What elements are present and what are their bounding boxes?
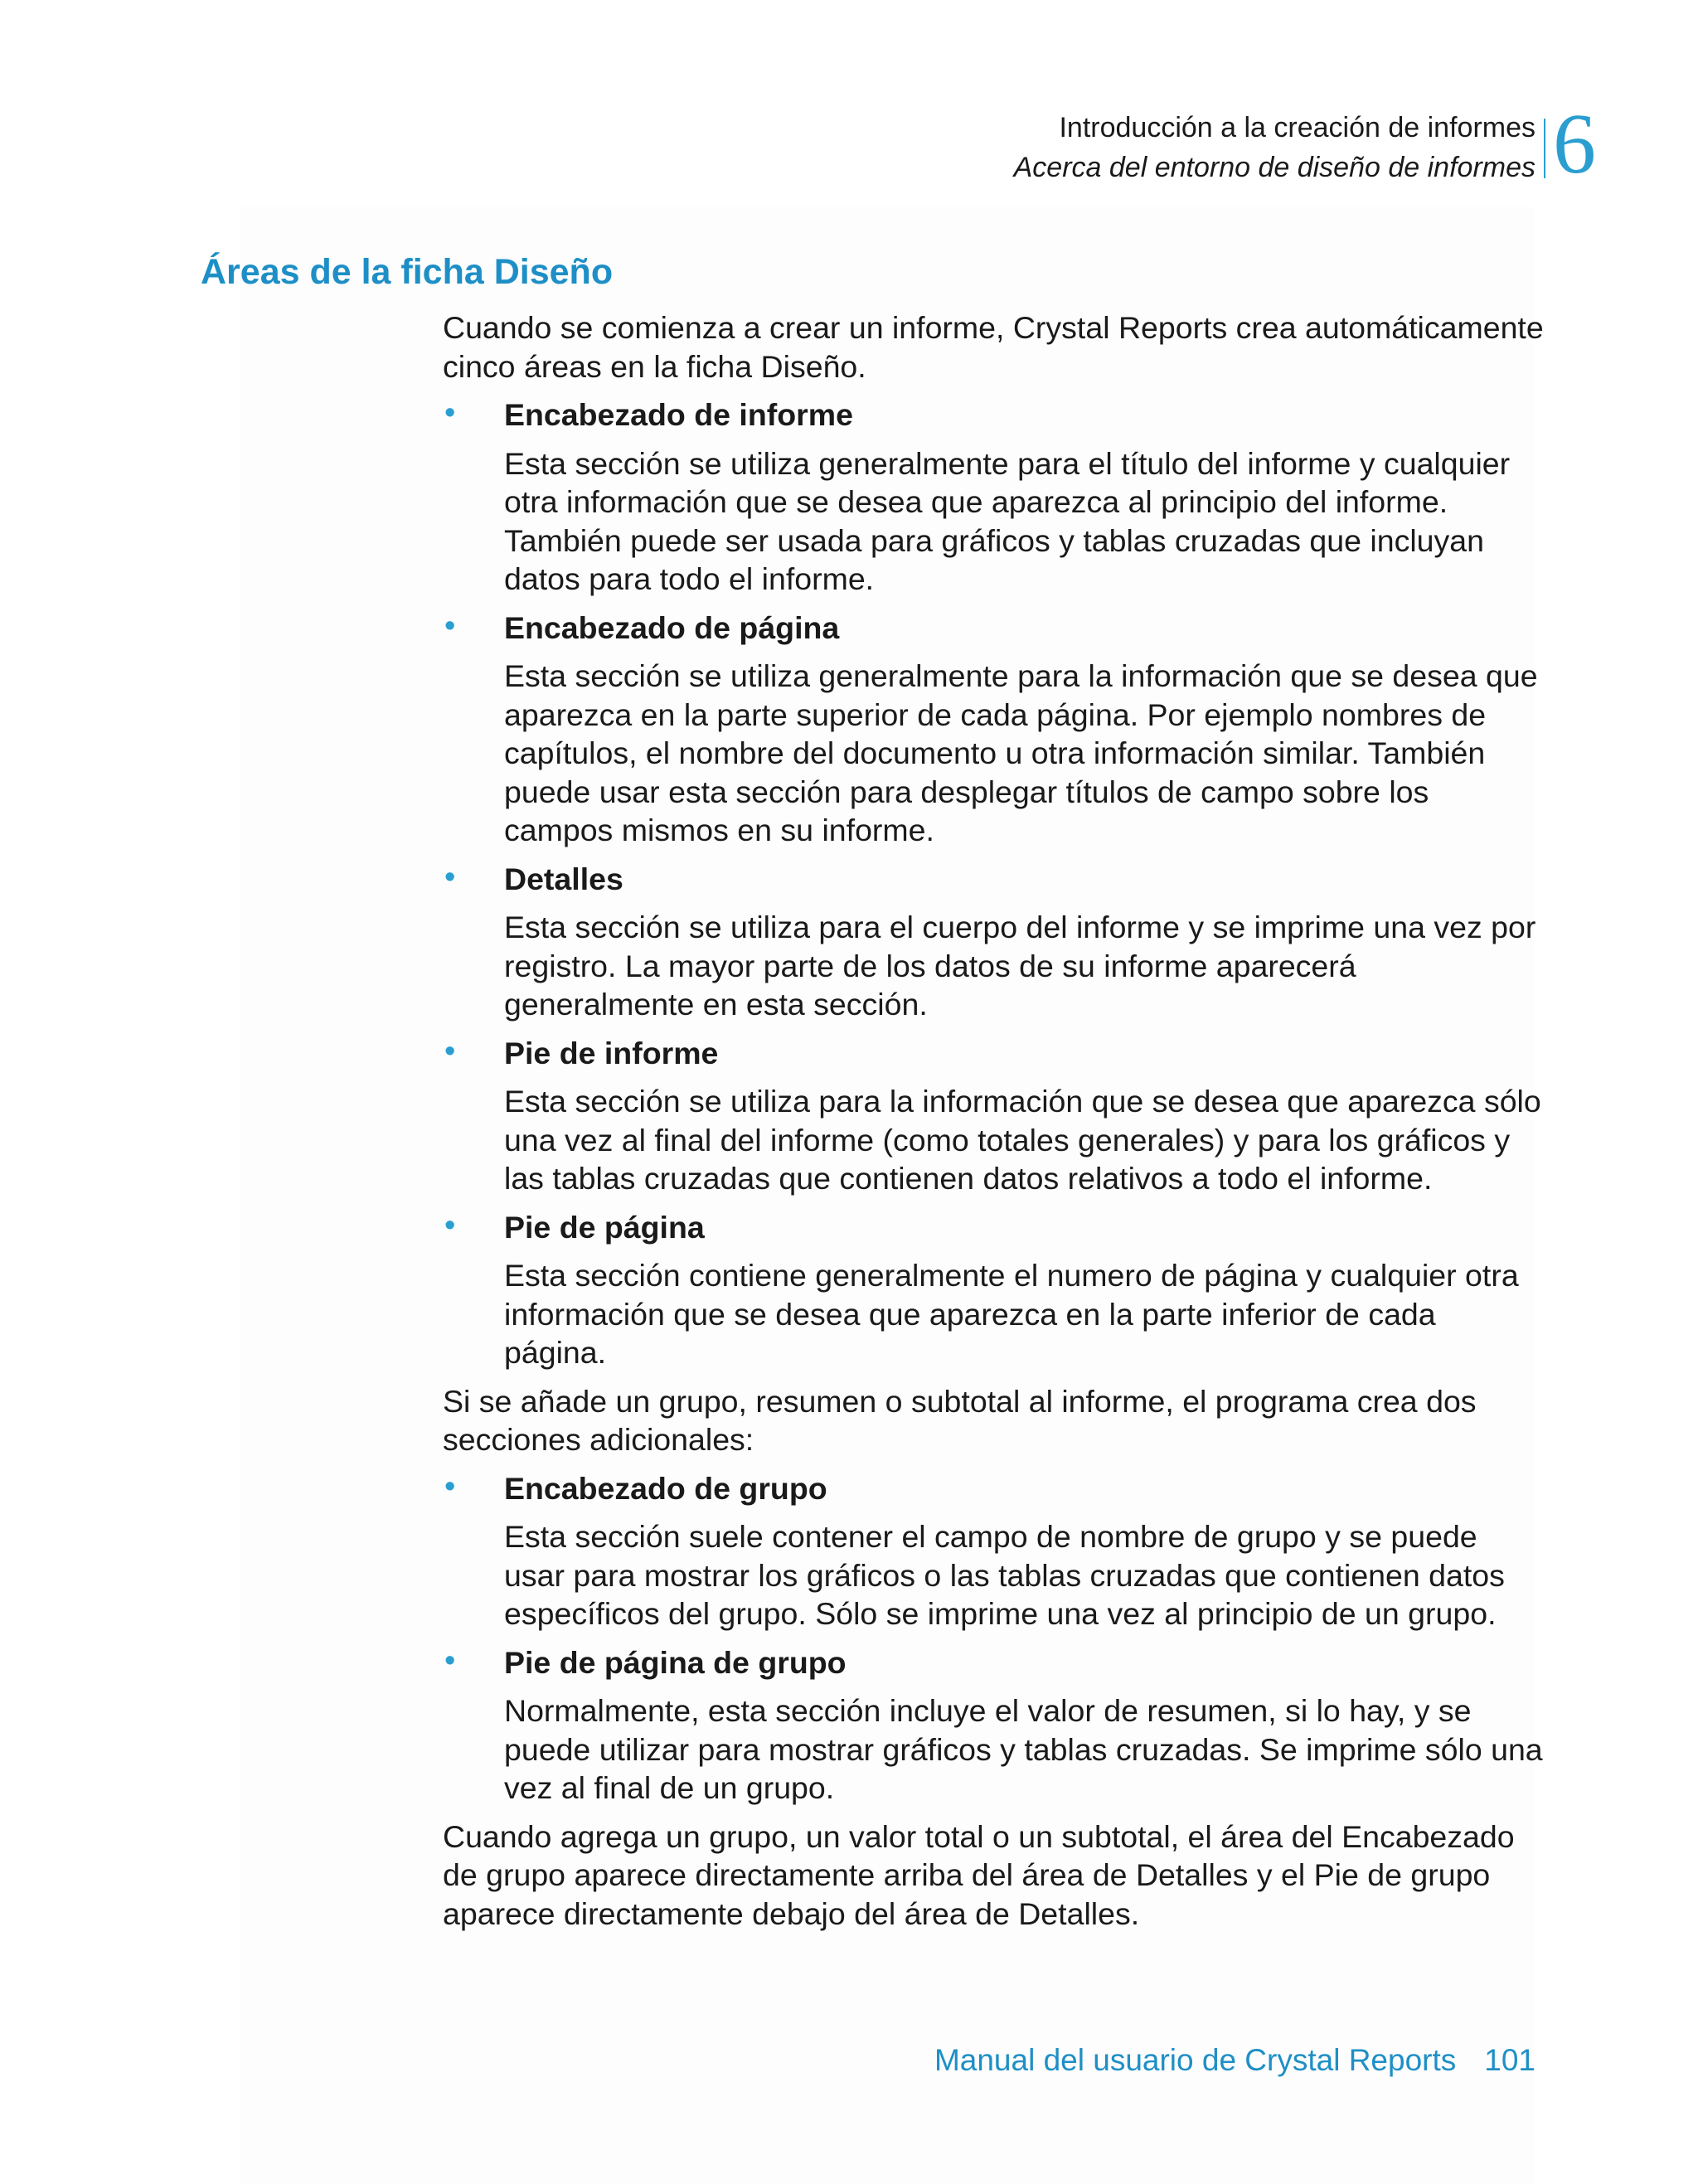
area-term: Encabezado de grupo	[504, 1470, 827, 1506]
body-content	[443, 308, 1545, 1943]
area-term: Pie de página	[504, 1209, 705, 1245]
chapter-number: 6	[1553, 96, 1596, 192]
bullet-icon: •	[444, 1643, 456, 1678]
area-description: Esta sección contiene generalmente el numero de página y cualquier otra información que se desea que aparezca en la parte inferior de cada página.	[504, 1258, 1519, 1370]
area-term: Encabezado de informe	[504, 397, 853, 432]
list-item	[443, 1469, 1545, 1633]
section-heading: Áreas de la ficha Diseño	[201, 252, 614, 292]
bullet-icon: •	[444, 396, 456, 430]
area-description: Esta sección se utiliza para el cuerpo del informe y se imprime una vez por registro. La mayor parte de los datos de su informe aparecerá generalmente en esta sección.	[504, 910, 1536, 1022]
page-number: 101	[1484, 2043, 1535, 2077]
area-term: Detalles	[504, 861, 623, 896]
area-description: Normalmente, esta sección incluye el valor de resumen, si lo hay, y se puede utilizar para mostrar gráficos y tablas cruzadas. Se imprime sólo una vez al final de un grupo.	[504, 1693, 1543, 1805]
list-item	[443, 1643, 1545, 1808]
group-areas-list	[443, 1469, 1545, 1808]
list-item	[443, 860, 1545, 1024]
closing-paragraph: Cuando agrega un grupo, un valor total o un subtotal, el área del Encabezado de grupo aparece directamente arriba del área de Detalles y el Pie de grupo aparece directamente debajo del área de Detalles.	[443, 1818, 1515, 1931]
bullet-icon: •	[444, 608, 456, 643]
list-item	[443, 396, 1545, 599]
area-term: Pie de página de grupo	[504, 1644, 847, 1680]
manual-title: Manual del usuario de Crystal Reports	[934, 2043, 1457, 2077]
area-description: Esta sección se utiliza para la información que se desea que aparezca sólo una vez al final del informe (como totales generales) y para los gráficos y las tablas cruzadas que contienen datos relativos a todo el informe.	[504, 1084, 1541, 1196]
intro-paragraph: Cuando se comienza a crear un informe, Crystal Reports crea automáticamente cinco áreas en la ficha Diseño.	[443, 310, 1544, 384]
list-item	[443, 1208, 1545, 1372]
area-description: Esta sección se utiliza generalmente para la información que se desea que aparezca en la parte superior de cada página. Por ejemplo nombres de capítulos, el nombre del documento u otra información similar. También puede usar esta sección para desplegar títulos de campo sobre los campos mismos en su informe.	[504, 658, 1538, 847]
header-divider	[1544, 119, 1545, 178]
running-section-title: Acerca del entorno de diseño de informes	[1013, 152, 1535, 183]
bullet-icon: •	[444, 859, 456, 895]
areas-list	[443, 396, 1545, 1372]
area-description: Esta sección suele contener el campo de nombre de grupo y se puede usar para mostrar los gráficos o las tablas cruzadas que contienen datos específicos del grupo. Sólo se imprime una vez al principio de un grupo.	[504, 1519, 1505, 1631]
list-item	[443, 1034, 1545, 1198]
area-term: Encabezado de página	[504, 609, 840, 645]
running-header	[1014, 108, 1535, 187]
area-term: Pie de informe	[504, 1035, 719, 1070]
bullet-icon: •	[444, 1468, 456, 1504]
page-footer	[934, 2041, 1535, 2080]
area-description: Esta sección se utiliza generalmente para el título del informe y cualquier otra información que se desea que aparezca al principio del informe. También puede ser usada para gráficos y tablas cruzadas que incluyan datos para todo el informe.	[504, 445, 1511, 596]
chapter-title: Introducción a la creación de informes	[1059, 112, 1535, 143]
group-intro-paragraph: Si se añade un grupo, resumen o subtotal al informe, el programa crea dos secciones adicionales:	[443, 1383, 1477, 1457]
bullet-icon: •	[444, 1033, 456, 1069]
bullet-icon: •	[444, 1207, 456, 1243]
list-item	[443, 609, 1545, 850]
